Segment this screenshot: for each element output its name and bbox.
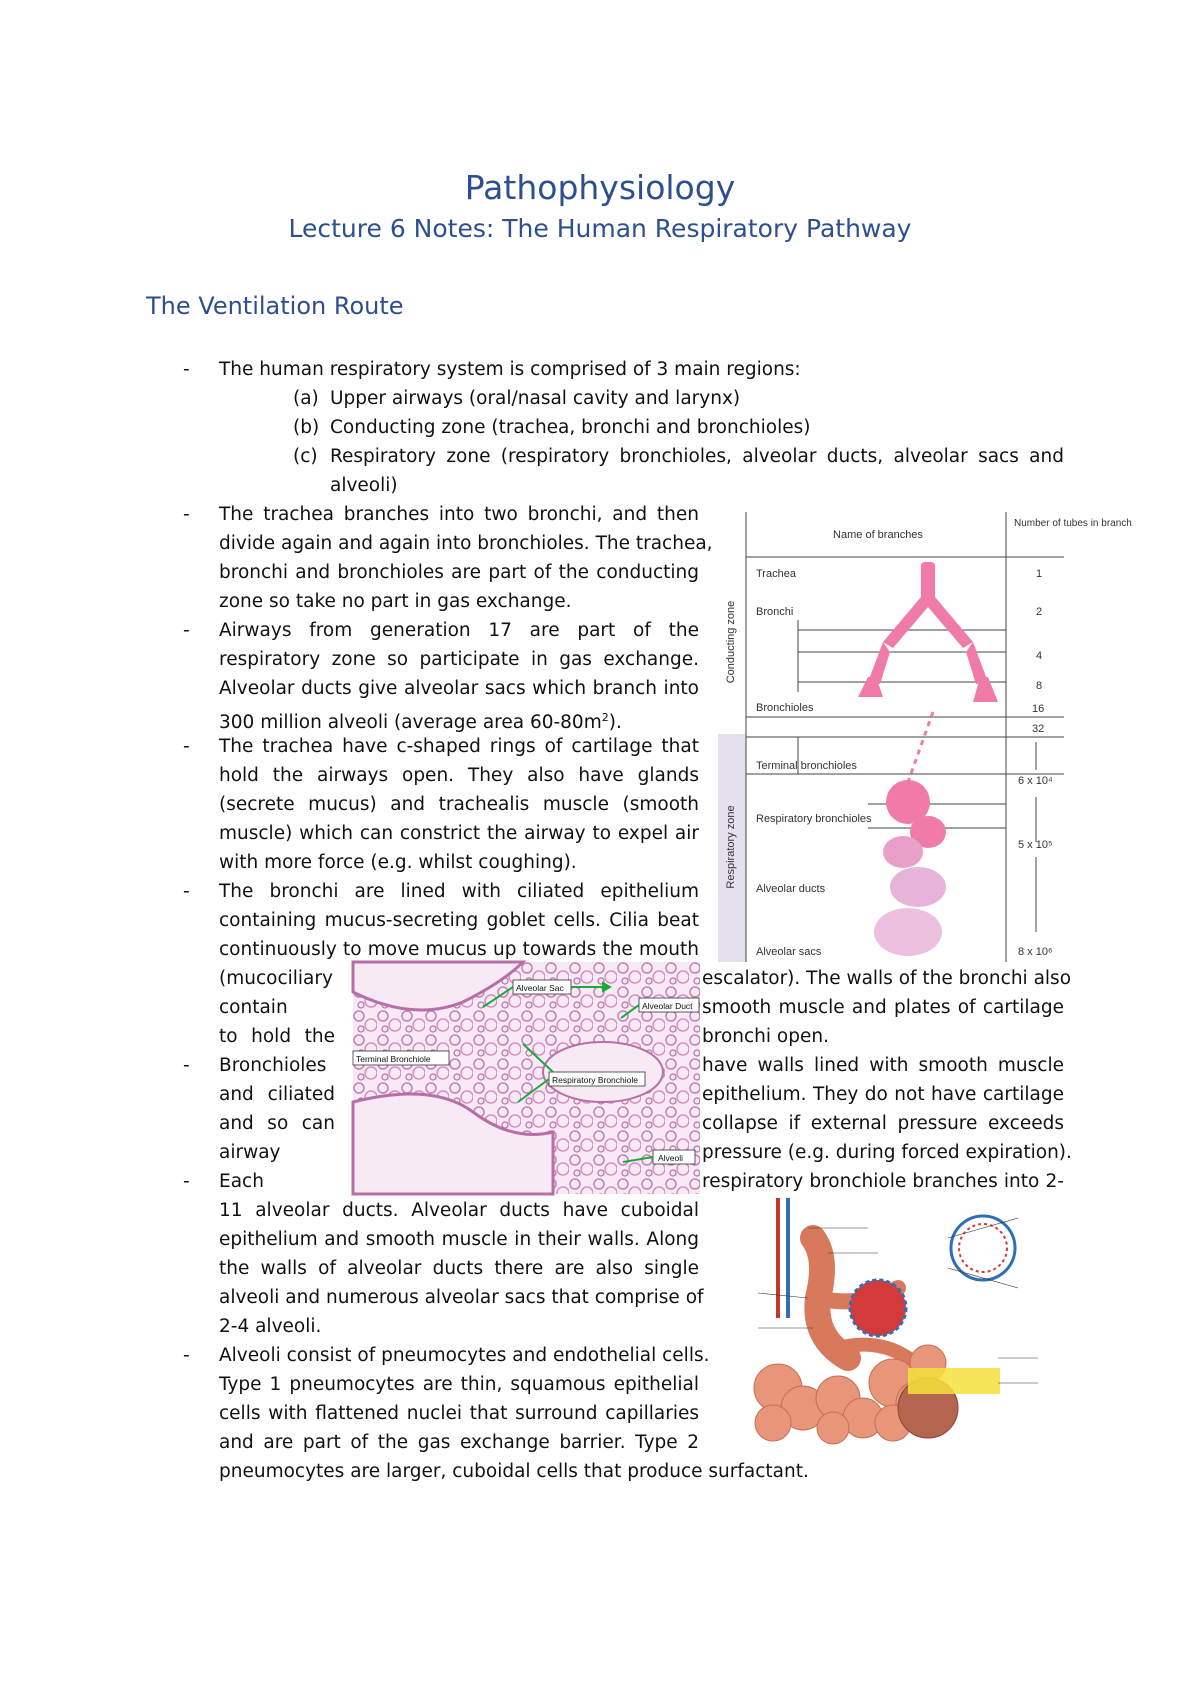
bullet-8-line: 2-4 alveoli. <box>219 1316 322 1337</box>
bullet-9-line: Type 1 pneumocytes are thin, squamous epithelial <box>219 1374 699 1395</box>
wrap-left: contain <box>219 997 288 1018</box>
conducting-zone-label: Conducting zone <box>725 600 737 684</box>
wrap-left: and so can <box>219 1113 335 1134</box>
row-label: Bronchi <box>756 606 794 618</box>
bullet-dash: - <box>183 1345 190 1366</box>
row-label: Terminal bronchioles <box>756 760 857 772</box>
bullet-dash: - <box>183 736 190 757</box>
list-item-c: Respiratory zone (respiratory bronchioles, alveolar ducts, alveolar sacs and <box>330 446 1064 467</box>
airway-tree <box>858 562 998 956</box>
bullet-dash: - <box>183 1171 190 1192</box>
wrap-right: collapse if external pressure exceeds <box>702 1113 1064 1134</box>
wrap-left: Bronchioles <box>219 1055 327 1076</box>
tube-count: 8 <box>1036 680 1043 692</box>
bullet-8-line: epithelium and smooth muscle in their walls. Along <box>219 1229 699 1250</box>
wrap-right: have walls lined with smooth muscle <box>702 1055 1064 1076</box>
bullet-3-line: Alveolar ducts give alveolar sacs which branch into <box>219 678 699 699</box>
bullet-dash: - <box>183 1055 190 1076</box>
wrap-left: and ciliated <box>219 1084 335 1105</box>
wrap-right: epithelium. They do not have cartilage <box>702 1084 1064 1105</box>
row-label: Alveolar sacs <box>756 946 822 958</box>
bullet-dash: - <box>183 620 190 641</box>
list-item-a: Upper airways (oral/nasal cavity and larynx) <box>330 388 741 409</box>
tube-count: 4 <box>1036 650 1043 662</box>
bullet-dash: - <box>183 359 190 380</box>
bullet-8-line: alveoli and numerous alveolar sacs that comprise of <box>219 1287 704 1308</box>
wrap-left: to hold the <box>219 1026 335 1047</box>
bullet-8-line: 11 alveolar ducts. Alveolar ducts have cuboidal <box>219 1200 699 1221</box>
row-label: Trachea <box>756 568 796 580</box>
bullet-8-line: the walls of alveolar ducts there are also single <box>219 1258 699 1279</box>
course-title: Pathophysiology <box>464 168 736 207</box>
histo-label: Alveolar Duct <box>642 1001 693 1011</box>
respiratory-zone-label: Respiratory zone <box>725 805 737 889</box>
tube-count: 5 x 10⁵ <box>1018 839 1053 851</box>
histo-label: Alveoli <box>658 1153 684 1163</box>
list-marker-c: (c) <box>293 446 318 467</box>
bullet-5-line: continuously to move mucus up towards the mouth <box>219 939 699 960</box>
list-marker-b: (b) <box>293 417 320 438</box>
bullet-9-line: pneumocytes are larger, cuboidal cells that produce surfactant. <box>219 1461 809 1482</box>
wrap-right: respiratory bronchiole branches into 2- <box>702 1171 1064 1192</box>
bullet-4-line: hold the airways open. They also have glands <box>219 765 699 786</box>
histo-label: Alveolar Sac <box>516 983 564 993</box>
bullet-4-line: muscle) which can constrict the airway to expel air <box>219 823 699 844</box>
wrap-right: escalator). The walls of the bronchi also <box>702 968 1072 989</box>
wrap-left: Each <box>219 1171 264 1192</box>
bullet-1-text: The human respiratory system is comprised of 3 main regions: <box>219 359 801 380</box>
bullet-9-line: and are part of the gas exchange barrier. Type 2 <box>219 1432 699 1453</box>
bullet-dash: - <box>183 881 190 902</box>
tube-count: 32 <box>1032 723 1045 735</box>
lung-histology-figure <box>353 962 700 1194</box>
wrap-left: airway <box>219 1142 281 1163</box>
bullet-2-line: divide again and again into bronchioles. The trachea, <box>219 533 713 554</box>
bullet-2-line: bronchi and bronchioles are part of the conducting <box>219 562 699 583</box>
airway-branching-figure <box>718 512 1132 962</box>
list-marker-a: (a) <box>293 388 319 409</box>
alveoli-illustration <box>718 1198 1064 1444</box>
wrap-right: bronchi open. <box>702 1026 829 1047</box>
row-label: Alveolar ducts <box>756 883 826 895</box>
tube-count: 6 x 10⁴ <box>1018 775 1053 787</box>
highlight-box <box>908 1368 1000 1394</box>
histo-label: Terminal Bronchiole <box>356 1054 431 1064</box>
wrap-left: (mucociliary <box>219 968 333 989</box>
row-label: Respiratory bronchioles <box>756 813 872 825</box>
bullet-3-line: Airways from generation 17 are part of the <box>219 620 699 641</box>
tube-count: 2 <box>1036 606 1043 618</box>
bullet-3-line: respiratory zone so participate in gas exchange. <box>219 649 699 670</box>
lecture-title: Lecture 6 Notes: The Human Respiratory Pathway <box>288 214 912 243</box>
bullet-2-line: The trachea branches into two bronchi, and then <box>219 504 699 525</box>
row-label: Bronchioles <box>756 702 814 714</box>
section-heading: The Ventilation Route <box>146 292 404 320</box>
bullet-4-line: The trachea have c-shaped rings of cartilage that <box>219 736 699 757</box>
bullet-3-line: 300 million alveoli (average area $60-80m^2$). <box>219 711 622 734</box>
wrap-right: pressure (e.g. during forced expiration). <box>702 1142 1072 1163</box>
col-number-header: Number of tubes in branch <box>1014 518 1132 529</box>
tube-count: 8 x 10⁶ <box>1018 946 1053 958</box>
wrap-right: smooth muscle and plates of cartilage <box>702 997 1064 1018</box>
bullet-dash: - <box>183 504 190 525</box>
bullet-4-line: (secrete mucus) and trachealis muscle (smooth <box>219 794 699 815</box>
bullet-9-line: Alveoli consist of pneumocytes and endothelial cells. <box>219 1345 710 1366</box>
tube-count: 1 <box>1036 568 1043 580</box>
col-name-header: Name of branches <box>833 529 923 541</box>
tube-count: 16 <box>1032 703 1045 715</box>
histo-label: Respiratory Bronchiole <box>552 1075 638 1085</box>
bullet-4-line: with more force (e.g. whilst coughing). <box>219 852 577 873</box>
list-item-b: Conducting zone (trachea, bronchi and bronchioles) <box>330 417 811 438</box>
list-item-c-cont: alveoli) <box>330 475 398 496</box>
bullet-9-line: cells with flattened nuclei that surround capillaries <box>219 1403 699 1424</box>
bullet-5-line: The bronchi are lined with ciliated epithelium <box>219 881 699 902</box>
bullet-2-line: zone so take no part in gas exchange. <box>219 591 572 612</box>
bullet-5-line: containing mucus-secreting goblet cells. Cilia beat <box>219 910 699 931</box>
